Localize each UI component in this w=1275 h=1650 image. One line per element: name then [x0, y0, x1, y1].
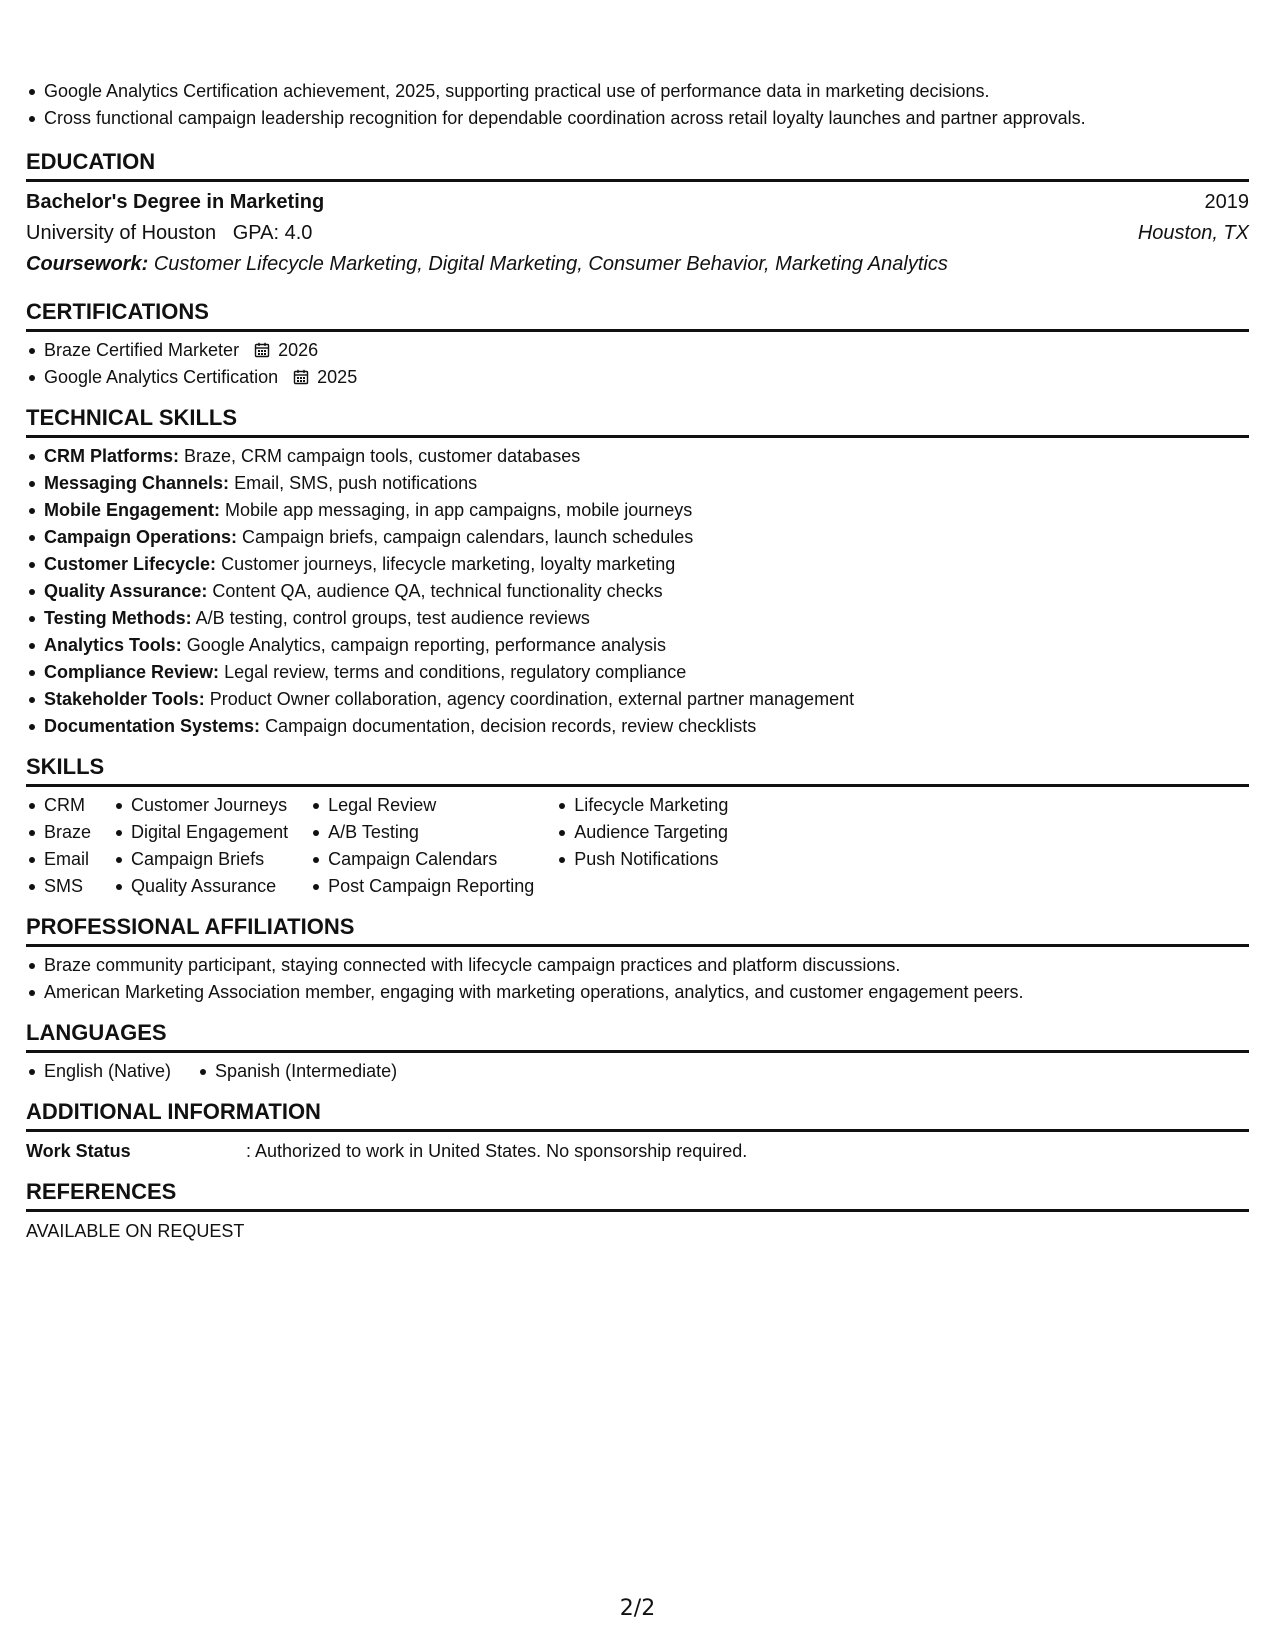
skill-category: Stakeholder Tools:: [44, 689, 205, 709]
gpa: GPA: 4.0: [232, 222, 313, 244]
list-item: [26, 605, 1249, 632]
skill-values: Product Owner collaboration, agency coordination, external partner management: [209, 689, 855, 709]
work-status-label: Work Status: [26, 1141, 131, 1161]
coursework-label: Coursework:: [26, 253, 149, 275]
skills-columns: [26, 792, 1249, 900]
affiliations-list: [26, 952, 1249, 1006]
list-item: Braze community participant, staying connected with lifecycle campaign practices and platform discussions.: [26, 952, 1249, 979]
certification-name: Braze Certified Marketer: [44, 340, 240, 360]
section-title: EDUCATION: [26, 148, 1249, 182]
skill-values: Content QA, audience QA, technical functionality checks: [212, 581, 663, 601]
list-item: SMS: [26, 873, 91, 900]
languages-section: [26, 1019, 1249, 1085]
list-item: English (Native): [26, 1058, 171, 1085]
additional-info-section: [26, 1098, 1249, 1165]
list-item: [26, 713, 1249, 740]
skill-category: Customer Lifecycle:: [44, 554, 217, 574]
skill-category: Campaign Operations:: [44, 527, 238, 547]
school-gpa: [26, 218, 312, 249]
skills-column: [556, 792, 728, 900]
skills-column: [310, 792, 534, 900]
skills-column: [113, 792, 288, 900]
degree: Bachelor's Degree in Marketing: [26, 191, 325, 213]
certification-name: Google Analytics Certification: [44, 367, 279, 387]
section-title: REFERENCES: [26, 1178, 1249, 1212]
references-section: [26, 1178, 1249, 1245]
skill-category: Quality Assurance:: [44, 581, 208, 601]
list-item: Lifecycle Marketing: [556, 792, 728, 819]
list-item: Digital Engagement: [113, 819, 288, 846]
education-section: [26, 148, 1249, 280]
section-title: CERTIFICATIONS: [26, 298, 1249, 332]
calendar-icon: [254, 342, 270, 358]
list-item: [26, 686, 1249, 713]
list-item: Spanish (Intermediate): [197, 1058, 397, 1085]
skill-values: Braze, CRM campaign tools, customer databases: [184, 446, 581, 466]
skill-category: Mobile Engagement:: [44, 500, 221, 520]
resume-page: [26, 78, 1249, 1245]
list-item: Post Campaign Reporting: [310, 873, 534, 900]
graduation-year: 2019: [1204, 191, 1249, 213]
coursework-text: Customer Lifecycle Marketing, Digital Marketing, Consumer Behavior, Marketing Analytics: [153, 253, 948, 275]
list-item: Customer Journeys: [113, 792, 288, 819]
school-location: Houston, TX: [1137, 222, 1249, 244]
section-title: LANGUAGES: [26, 1019, 1249, 1053]
list-item: [26, 551, 1249, 578]
skill-values: Legal review, terms and conditions, regulatory compliance: [224, 662, 687, 682]
section-title: SKILLS: [26, 753, 1249, 787]
skill-category: Compliance Review:: [44, 662, 220, 682]
skill-values: Email, SMS, push notifications: [234, 473, 478, 493]
skill-values: A/B testing, control groups, test audience reviews: [195, 608, 590, 628]
list-item: Push Notifications: [556, 846, 728, 873]
skill-values: Campaign briefs, campaign calendars, launch schedules: [242, 527, 694, 547]
certifications-section: [26, 298, 1249, 391]
skill-category: Documentation Systems:: [44, 716, 261, 736]
work-status-value: : Authorized to work in United States. No sponsorship required.: [246, 1141, 748, 1161]
list-item: Campaign Briefs: [113, 846, 288, 873]
list-item: [26, 578, 1249, 605]
section-title: ADDITIONAL INFORMATION: [26, 1098, 1249, 1132]
skill-values: Google Analytics, campaign reporting, performance analysis: [186, 635, 666, 655]
list-item: Audience Targeting: [556, 819, 728, 846]
list-item: American Marketing Association member, engaging with marketing operations, analytics, and customer engagement peers.: [26, 979, 1249, 1006]
list-item: [26, 524, 1249, 551]
list-item: [26, 337, 1249, 364]
languages-list: [26, 1058, 1249, 1085]
list-item: Quality Assurance: [113, 873, 288, 900]
list-item: CRM: [26, 792, 91, 819]
skill-category: Testing Methods:: [44, 608, 192, 628]
calendar-icon: [293, 369, 309, 385]
list-item: Email: [26, 846, 91, 873]
list-item: Cross functional campaign leadership recognition for dependable coordination across retail loyalty launches and partner approvals.: [26, 105, 1249, 132]
achievements-list: [26, 78, 1249, 132]
certification-year: 2026: [278, 340, 319, 360]
skills-column: [26, 792, 91, 900]
school-name: University of Houston: [26, 222, 217, 244]
skill-category: CRM Platforms:: [44, 446, 180, 466]
work-status-row: [26, 1137, 1249, 1165]
education-degree-row: [26, 187, 1249, 218]
skill-values: Campaign documentation, decision records, review checklists: [265, 716, 757, 736]
list-item: [26, 497, 1249, 524]
list-item: Campaign Calendars: [310, 846, 534, 873]
certifications-list: [26, 337, 1249, 391]
list-item: [26, 659, 1249, 686]
list-item: [26, 443, 1249, 470]
skill-values: Mobile app messaging, in app campaigns, mobile journeys: [225, 500, 693, 520]
technical-skills-list: [26, 443, 1249, 740]
skill-values: Customer journeys, lifecycle marketing, loyalty marketing: [221, 554, 676, 574]
section-title: PROFESSIONAL AFFILIATIONS: [26, 913, 1249, 947]
skills-section: [26, 753, 1249, 900]
coursework: [26, 249, 1249, 280]
technical-skills-section: [26, 404, 1249, 740]
skill-category: Messaging Channels:: [44, 473, 230, 493]
list-item: [26, 364, 1249, 391]
section-title: TECHNICAL SKILLS: [26, 404, 1249, 438]
certification-year: 2025: [317, 367, 358, 387]
list-item: [26, 632, 1249, 659]
page-number: 2/2: [619, 1596, 656, 1621]
skill-category: Analytics Tools:: [44, 635, 182, 655]
list-item: Legal Review: [310, 792, 534, 819]
education-school-row: [26, 218, 1249, 249]
list-item: Braze: [26, 819, 91, 846]
list-item: A/B Testing: [310, 819, 534, 846]
references-text: AVAILABLE ON REQUEST: [26, 1221, 245, 1241]
list-item: [26, 470, 1249, 497]
list-item: Google Analytics Certification achievement, 2025, supporting practical use of performance data in marketing decisions.: [26, 78, 1249, 105]
affiliations-section: [26, 913, 1249, 1006]
